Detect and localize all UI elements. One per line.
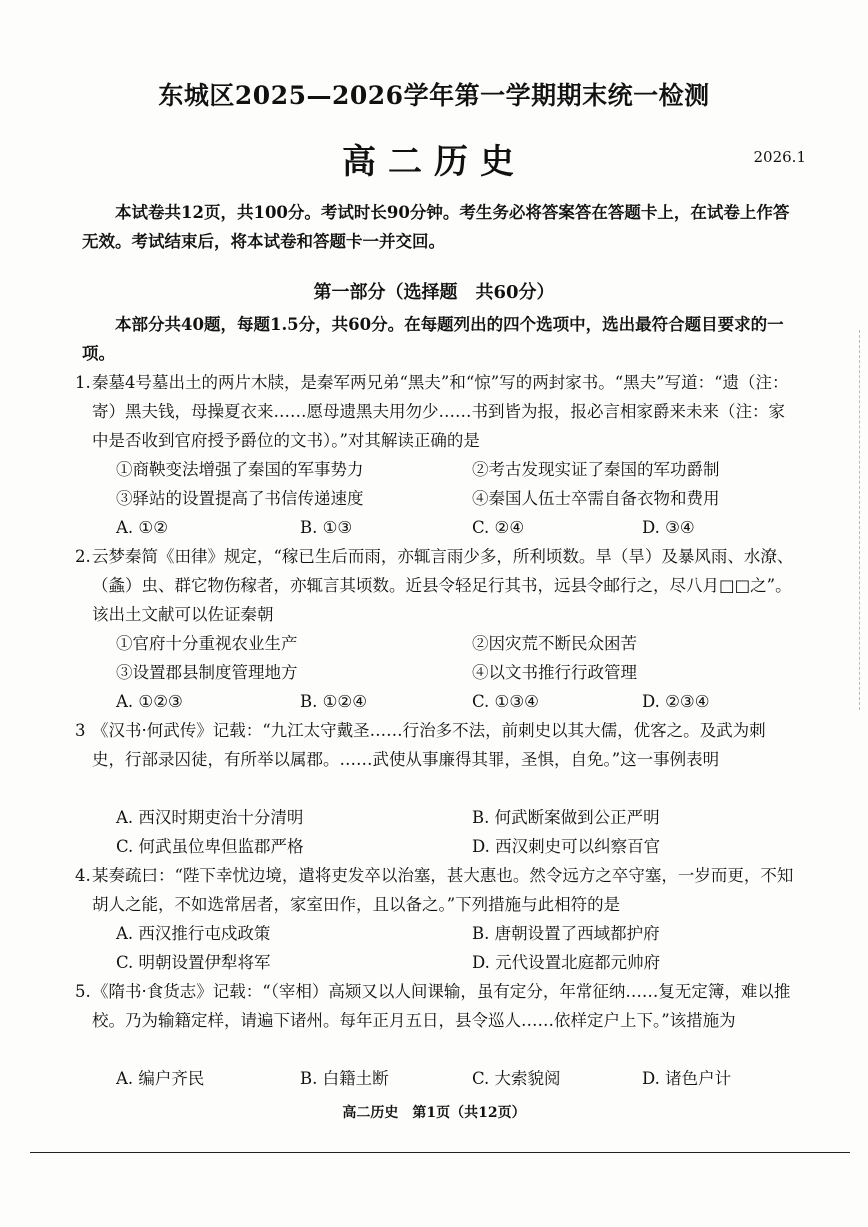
exam-instructions: 本试卷共12页，共100分。考试时长90分钟。考生务必将答案答在答题卡上，在试卷上作答无效。考试结束后，将本试卷和答题卡一并交回。 (82, 203, 790, 251)
choice-option[interactable]: C. ②④ (472, 518, 525, 537)
choice-option[interactable]: C. 何武虽位卑但监郡严格 (116, 837, 304, 856)
statement-item: ①商鞅变法增强了秦国的军事势力 (116, 460, 364, 479)
choice-option[interactable]: C. 明朝设置伊犁将军 (116, 953, 271, 972)
question-stem: 《隋书·食货志》记载：“（宰相）高颎又以人间课输，虽有定分，年常征纳……复无定簿，难以推校。乃为输籍定样，请遍下诸州。每年正月五日，县令巡人……依样定户上下。”该措施为 (92, 982, 791, 1030)
choice-option[interactable]: A. ①②③ (116, 692, 183, 711)
choice-list (116, 513, 776, 542)
statement-item: ④以文书推行行政管理 (472, 663, 637, 682)
statement-item: ③设置郡县制度管理地方 (116, 663, 298, 682)
question-number: 3 (75, 721, 86, 740)
question-number: 5. (75, 982, 91, 1001)
subject-title: 高二历史 (342, 142, 526, 182)
choice-option[interactable]: A. 编户齐民 (116, 1069, 205, 1088)
question-stem: 云梦秦简《田律》规定，“稼已生后而雨，亦辄言雨少多，所利顷数。旱（旱）及暴风雨、水潦、（螽）虫、群它物伤稼者，亦辄言其顷数。近县令轻足行其书，远县令邮行之，尽八月□□之”。该出土文献可以佐证秦朝 (92, 547, 794, 624)
choice-option[interactable]: D. 西汉刺史可以纠察百官 (472, 837, 661, 856)
exam-title: 东城区2025—2026学年第一学期期末统一检测 (158, 81, 710, 110)
choice-option[interactable]: B. ①②④ (300, 692, 367, 711)
choice-list (116, 919, 776, 977)
question-number: 1. (75, 373, 91, 392)
choice-option[interactable]: A. ①② (116, 518, 168, 537)
choice-list (116, 687, 776, 716)
statement-list (116, 455, 776, 513)
question-3 (75, 716, 794, 774)
question-stem: 某奏疏曰：“陛下幸忧边境，遣将吏发卒以治塞，甚大惠也。然令远方之卒守塞，一岁而更，不知胡人之能，不如选常居者，家室田作，且以备之。”下列措施与此相符的是 (92, 866, 794, 914)
question-stem: 《汉书·何武传》记载：“九江太守戴圣……行治多不法，前刺史以其大儒，优客之。及武为刺史，行部录囚徒，有所举以属郡。……武使从事廉得其罪，圣惧，自免。”这一事例表明 (92, 721, 766, 769)
choice-option[interactable]: D. 诸色户计 (642, 1069, 732, 1088)
question-stem: 秦墓4号墓出土的两片木牍，是秦军两兄弟“黑夫”和“惊”写的两封家书。“黑夫”写道：“遗（注：寄）黑夫钱，母操夏衣来……愿母遗黑夫用勿少……书到皆为报，报必言相家爵来未来（注：家中是否收到官府授予爵位的文书）。”对其解读正确的是 (92, 373, 789, 450)
exam-date: 2026.1 (753, 148, 806, 166)
question-2 (75, 542, 794, 629)
question-1 (75, 368, 794, 455)
question-number: 4. (75, 866, 91, 885)
statement-item: ②考古发现实证了秦国的军功爵制 (472, 460, 720, 479)
statement-item: ①官府十分重视农业生产 (116, 634, 298, 653)
choice-list (116, 803, 776, 861)
choice-option[interactable]: A. 西汉时期吏治十分清明 (116, 808, 304, 827)
scan-edge-marks (859, 330, 860, 710)
page-footer: 高二历史 第1页（共12页） (342, 1105, 526, 1121)
question-4 (75, 861, 794, 919)
part-instructions: 本部分共40题，每题1.5分，共60分。在每题列出的四个选项中，选出最符合题目要求的一项。 (82, 315, 784, 363)
statement-item: ④秦国人伍士卒需自备衣物和费用 (472, 489, 720, 508)
choice-option[interactable]: D. 元代设置北庭都元帅府 (472, 953, 661, 972)
choice-option[interactable]: C. 大索貌阅 (472, 1069, 561, 1088)
choice-option[interactable]: B. 白籍土断 (300, 1069, 389, 1088)
statement-item: ③驿站的设置提高了书信传递速度 (116, 489, 364, 508)
statement-list (116, 629, 776, 687)
choice-option[interactable]: C. ①③④ (472, 692, 539, 711)
choice-option[interactable]: B. 唐朝设置了西域都护府 (472, 924, 660, 943)
part-title: 第一部分（选择题 共60分） (313, 282, 555, 303)
statement-item: ②因灾荒不断民众困苦 (472, 634, 637, 653)
choice-option[interactable]: D. ③④ (642, 518, 695, 537)
choice-list (116, 1064, 776, 1093)
choice-option[interactable]: B. 何武断案做到公正严明 (472, 808, 660, 827)
question-number: 2. (75, 547, 91, 566)
choice-option[interactable]: D. ②③④ (642, 692, 710, 711)
choice-option[interactable]: B. ①③ (300, 518, 353, 537)
question-5 (75, 977, 794, 1035)
choice-option[interactable]: A. 西汉推行屯戍政策 (116, 924, 271, 943)
bottom-divider (30, 1152, 850, 1153)
